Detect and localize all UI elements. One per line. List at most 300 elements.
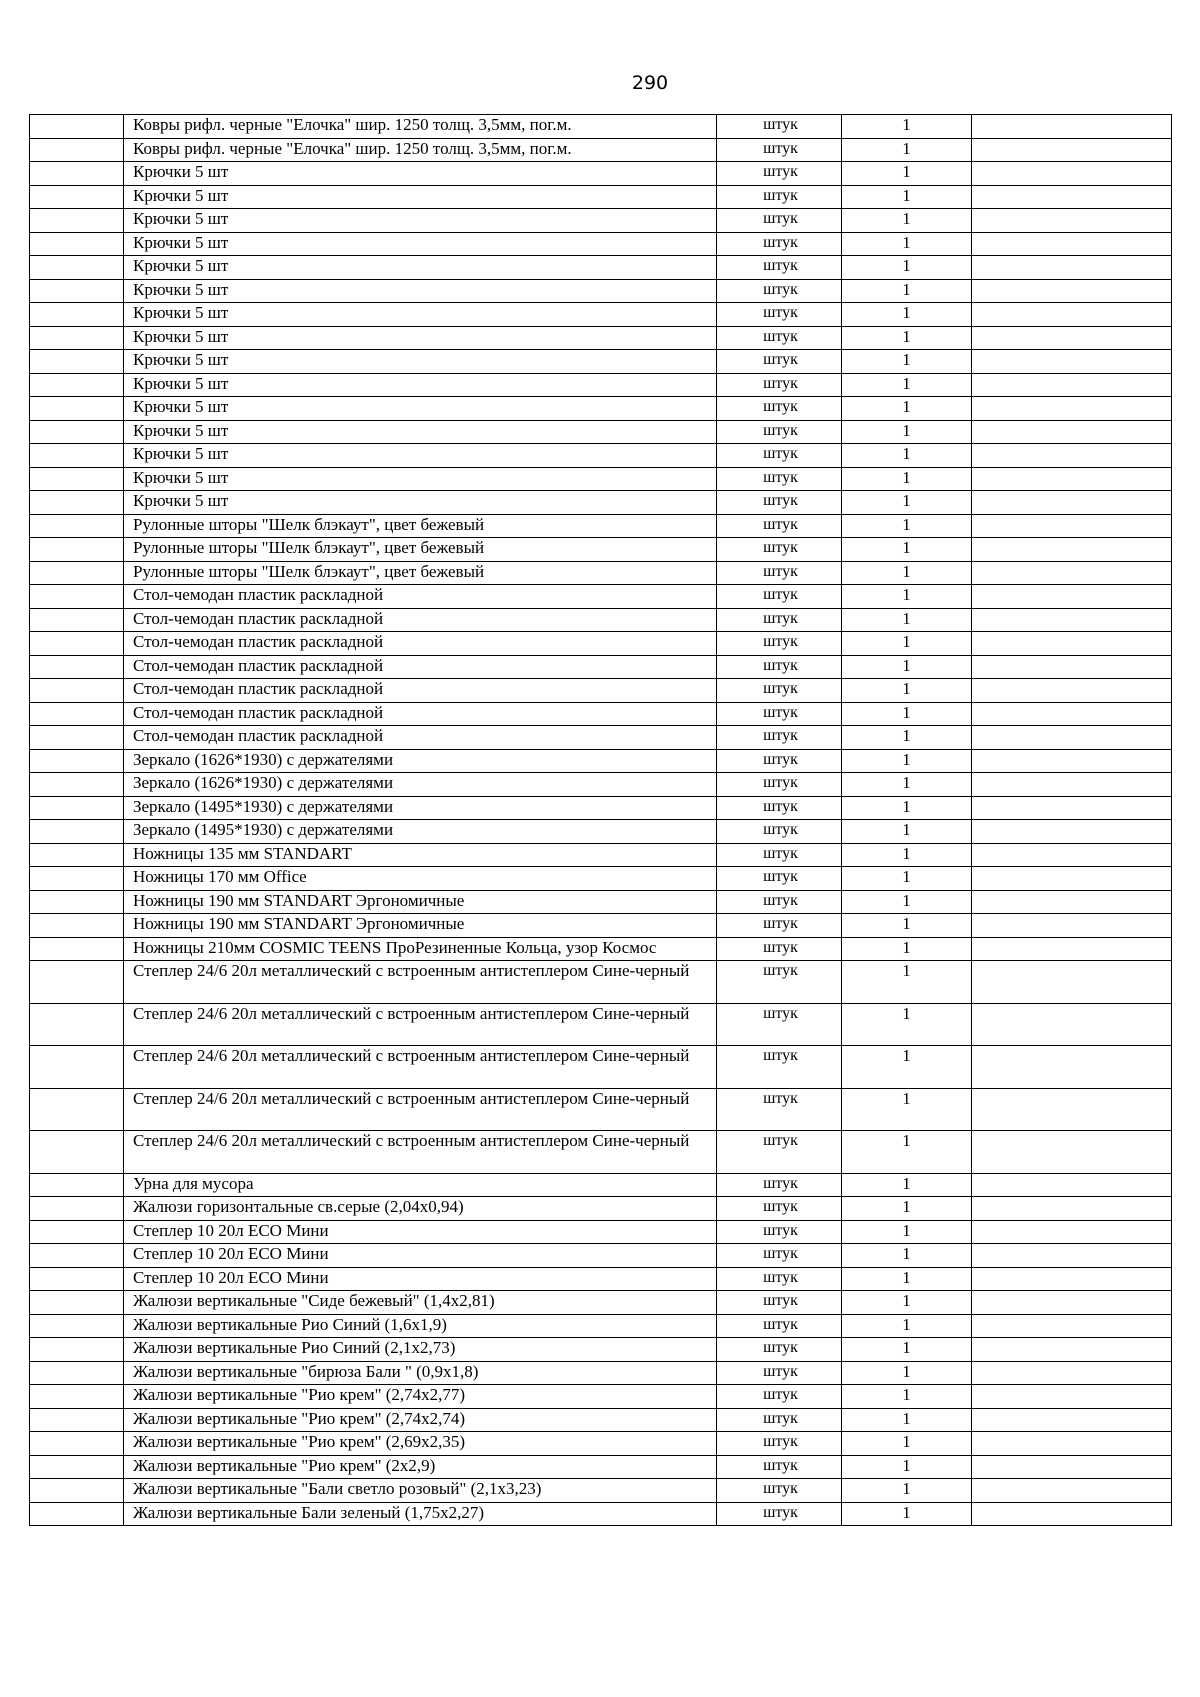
table-row [30,1220,1172,1244]
unit-cell: штук [717,1244,842,1268]
note-cell [972,1131,1172,1174]
table-row [30,1455,1172,1479]
unit-cell: штук [717,608,842,632]
unit-cell: штук [717,467,842,491]
quantity-cell: 1 [842,773,972,797]
note-cell [972,491,1172,515]
note-cell [972,185,1172,209]
item-name-cell: Степлер 24/6 20л металлический с встроенным антистеплером Сине-черный [124,1046,717,1089]
table-row [30,585,1172,609]
row-number-cell [30,726,124,750]
table-row [30,279,1172,303]
row-number-cell [30,1003,124,1046]
unit-cell: штук [717,890,842,914]
item-name-cell: Жалюзи вертикальные "Рио крем" (2,69х2,35) [124,1432,717,1456]
row-number-cell [30,820,124,844]
item-name-cell: Рулонные шторы "Шелк блэкаут", цвет бежевый [124,561,717,585]
table-row [30,467,1172,491]
unit-cell: штук [717,1220,842,1244]
unit-cell: штук [717,1197,842,1221]
table-row [30,655,1172,679]
item-name-cell: Степлер 24/6 20л металлический с встроенным антистеплером Сине-черный [124,1088,717,1131]
quantity-cell: 1 [842,726,972,750]
item-name-cell: Крючки 5 шт [124,420,717,444]
note-cell [972,749,1172,773]
note-cell [972,1046,1172,1089]
unit-cell: штук [717,749,842,773]
unit-cell: штук [717,326,842,350]
note-cell [972,1314,1172,1338]
quantity-cell: 1 [842,1003,972,1046]
unit-cell: штук [717,702,842,726]
note-cell [972,1338,1172,1362]
unit-cell: штук [717,1479,842,1503]
table-row [30,232,1172,256]
item-name-cell: Жалюзи вертикальные Бали зеленый (1,75х2,27) [124,1502,717,1526]
item-name-cell: Ковры рифл. черные "Елочка" шир. 1250 толщ. 3,5мм, пог.м. [124,115,717,139]
row-number-cell [30,1244,124,1268]
quantity-cell: 1 [842,491,972,515]
table-row [30,303,1172,327]
note-cell [972,420,1172,444]
item-name-cell: Крючки 5 шт [124,303,717,327]
row-number-cell [30,162,124,186]
item-name-cell: Ножницы 170 мм Office [124,867,717,891]
unit-cell: штук [717,1385,842,1409]
table-row [30,1131,1172,1174]
unit-cell: штук [717,1046,842,1089]
note-cell [972,1385,1172,1409]
quantity-cell: 1 [842,162,972,186]
table-row [30,749,1172,773]
quantity-cell: 1 [842,514,972,538]
quantity-cell: 1 [842,397,972,421]
table-row [30,397,1172,421]
quantity-cell: 1 [842,444,972,468]
note-cell [972,538,1172,562]
note-cell [972,1408,1172,1432]
row-number-cell [30,655,124,679]
note-cell [972,1220,1172,1244]
quantity-cell: 1 [842,1314,972,1338]
row-number-cell [30,1267,124,1291]
quantity-cell: 1 [842,632,972,656]
item-name-cell: Рулонные шторы "Шелк блэкаут", цвет бежевый [124,514,717,538]
quantity-cell: 1 [842,1502,972,1526]
table-row [30,256,1172,280]
unit-cell: штук [717,726,842,750]
item-name-cell: Степлер 24/6 20л металлический с встроенным антистеплером Сине-черный [124,1131,717,1174]
note-cell [972,1267,1172,1291]
table-row [30,1338,1172,1362]
unit-cell: штук [717,843,842,867]
unit-cell: штук [717,209,842,233]
quantity-cell: 1 [842,608,972,632]
row-number-cell [30,867,124,891]
item-name-cell: Зеркало (1495*1930) с держателями [124,820,717,844]
note-cell [972,914,1172,938]
unit-cell: штук [717,491,842,515]
quantity-cell: 1 [842,185,972,209]
row-number-cell [30,561,124,585]
quantity-cell: 1 [842,961,972,1004]
inventory-table-body [30,115,1172,1526]
quantity-cell: 1 [842,1173,972,1197]
quantity-cell: 1 [842,1408,972,1432]
table-row [30,350,1172,374]
unit-cell: штук [717,679,842,703]
row-number-cell [30,256,124,280]
note-cell [972,444,1172,468]
quantity-cell: 1 [842,820,972,844]
unit-cell: штук [717,1361,842,1385]
item-name-cell: Жалюзи вертикальные "бирюза Бали " (0,9х1,8) [124,1361,717,1385]
quantity-cell: 1 [842,115,972,139]
item-name-cell: Рулонные шторы "Шелк блэкаут", цвет бежевый [124,538,717,562]
row-number-cell [30,608,124,632]
unit-cell: штук [717,1455,842,1479]
table-row [30,608,1172,632]
item-name-cell: Жалюзи горизонтальные св.серые (2,04х0,94) [124,1197,717,1221]
item-name-cell: Крючки 5 шт [124,279,717,303]
note-cell [972,655,1172,679]
unit-cell: штук [717,1088,842,1131]
note-cell [972,773,1172,797]
row-number-cell [30,1455,124,1479]
item-name-cell: Крючки 5 шт [124,232,717,256]
quantity-cell: 1 [842,232,972,256]
note-cell [972,467,1172,491]
unit-cell: штук [717,420,842,444]
table-row [30,1291,1172,1315]
note-cell [972,726,1172,750]
note-cell [972,138,1172,162]
row-number-cell [30,796,124,820]
unit-cell: штук [717,655,842,679]
row-number-cell [30,632,124,656]
table-row [30,444,1172,468]
unit-cell: штук [717,350,842,374]
note-cell [972,514,1172,538]
table-row [30,726,1172,750]
row-number-cell [30,1131,124,1174]
row-number-cell [30,1291,124,1315]
item-name-cell: Жалюзи вертикальные "Рио крем" (2,74х2,77) [124,1385,717,1409]
unit-cell: штук [717,1502,842,1526]
item-name-cell: Степлер 10 20л ECO Мини [124,1267,717,1291]
quantity-cell: 1 [842,373,972,397]
item-name-cell: Крючки 5 шт [124,350,717,374]
note-cell [972,843,1172,867]
item-name-cell: Ножницы 210мм COSMIC TEENS ПроРезиненные Кольца, узор Космос [124,937,717,961]
note-cell [972,1479,1172,1503]
quantity-cell: 1 [842,1220,972,1244]
note-cell [972,632,1172,656]
row-number-cell [30,585,124,609]
table-row [30,1088,1172,1131]
unit-cell: штук [717,1408,842,1432]
row-number-cell [30,538,124,562]
quantity-cell: 1 [842,655,972,679]
note-cell [972,1173,1172,1197]
item-name-cell: Степлер 24/6 20л металлический с встроенным антистеплером Сине-черный [124,1003,717,1046]
unit-cell: штук [717,1173,842,1197]
row-number-cell [30,279,124,303]
item-name-cell: Крючки 5 шт [124,491,717,515]
unit-cell: штук [717,585,842,609]
table-row [30,162,1172,186]
note-cell [972,326,1172,350]
note-cell [972,937,1172,961]
quantity-cell: 1 [842,843,972,867]
unit-cell: штук [717,256,842,280]
unit-cell: штук [717,538,842,562]
quantity-cell: 1 [842,1479,972,1503]
unit-cell: штук [717,914,842,938]
unit-cell: штук [717,1003,842,1046]
quantity-cell: 1 [842,1131,972,1174]
quantity-cell: 1 [842,350,972,374]
table-row [30,209,1172,233]
item-name-cell: Жалюзи вертикальные "Сиде бежевый" (1,4х2,81) [124,1291,717,1315]
table-row [30,961,1172,1004]
note-cell [972,1502,1172,1526]
unit-cell: штук [717,185,842,209]
row-number-cell [30,1408,124,1432]
table-row [30,1432,1172,1456]
table-row [30,1003,1172,1046]
note-cell [972,820,1172,844]
table-row [30,1361,1172,1385]
item-name-cell: Крючки 5 шт [124,326,717,350]
row-number-cell [30,1173,124,1197]
unit-cell: штук [717,561,842,585]
note-cell [972,1088,1172,1131]
row-number-cell [30,679,124,703]
quantity-cell: 1 [842,467,972,491]
item-name-cell: Жалюзи вертикальные "Бали светло розовый" (2,1х3,23) [124,1479,717,1503]
table-row [30,420,1172,444]
unit-cell: штук [717,867,842,891]
unit-cell: штук [717,1432,842,1456]
item-name-cell: Стол-чемодан пластик раскладной [124,608,717,632]
table-row [30,632,1172,656]
row-number-cell [30,444,124,468]
note-cell [972,1003,1172,1046]
note-cell [972,608,1172,632]
item-name-cell: Стол-чемодан пластик раскладной [124,655,717,679]
table-row [30,1173,1172,1197]
quantity-cell: 1 [842,1046,972,1089]
note-cell [972,279,1172,303]
quantity-cell: 1 [842,1197,972,1221]
note-cell [972,373,1172,397]
table-row [30,1385,1172,1409]
row-number-cell [30,749,124,773]
unit-cell: штук [717,138,842,162]
table-row [30,796,1172,820]
unit-cell: штук [717,303,842,327]
unit-cell: штук [717,397,842,421]
note-cell [972,1244,1172,1268]
table-row [30,867,1172,891]
item-name-cell: Крючки 5 шт [124,467,717,491]
inventory-table [29,114,1172,1526]
item-name-cell: Стол-чемодан пластик раскладной [124,679,717,703]
table-row [30,702,1172,726]
unit-cell: штук [717,773,842,797]
row-number-cell [30,1088,124,1131]
quantity-cell: 1 [842,138,972,162]
table-row [30,373,1172,397]
item-name-cell: Степлер 24/6 20л металлический с встроенным антистеплером Сине-черный [124,961,717,1004]
note-cell [972,256,1172,280]
unit-cell: штук [717,232,842,256]
row-number-cell [30,937,124,961]
item-name-cell: Жалюзи вертикальные Рио Синий (2,1х2,73) [124,1338,717,1362]
quantity-cell: 1 [842,1088,972,1131]
quantity-cell: 1 [842,1432,972,1456]
item-name-cell: Крючки 5 шт [124,209,717,233]
row-number-cell [30,773,124,797]
item-name-cell: Стол-чемодан пластик раскладной [124,632,717,656]
unit-cell: штук [717,373,842,397]
item-name-cell: Зеркало (1495*1930) с держателями [124,796,717,820]
item-name-cell: Ножницы 135 мм STANDART [124,843,717,867]
item-name-cell: Крючки 5 шт [124,162,717,186]
row-number-cell [30,1220,124,1244]
unit-cell: штук [717,1338,842,1362]
row-number-cell [30,209,124,233]
item-name-cell: Урна для мусора [124,1173,717,1197]
note-cell [972,162,1172,186]
row-number-cell [30,467,124,491]
quantity-cell: 1 [842,209,972,233]
row-number-cell [30,303,124,327]
quantity-cell: 1 [842,867,972,891]
item-name-cell: Зеркало (1626*1930) с держателями [124,773,717,797]
item-name-cell: Степлер 10 20л ECO Мини [124,1244,717,1268]
table-row [30,115,1172,139]
item-name-cell: Ножницы 190 мм STANDART Эргономичные [124,890,717,914]
row-number-cell [30,491,124,515]
quantity-cell: 1 [842,326,972,350]
unit-cell: штук [717,632,842,656]
unit-cell: штук [717,1314,842,1338]
quantity-cell: 1 [842,1291,972,1315]
quantity-cell: 1 [842,679,972,703]
quantity-cell: 1 [842,702,972,726]
note-cell [972,561,1172,585]
note-cell [972,209,1172,233]
unit-cell: штук [717,1291,842,1315]
note-cell [972,397,1172,421]
note-cell [972,1361,1172,1385]
item-name-cell: Крючки 5 шт [124,397,717,421]
quantity-cell: 1 [842,561,972,585]
item-name-cell: Стол-чемодан пластик раскладной [124,585,717,609]
note-cell [972,1197,1172,1221]
row-number-cell [30,373,124,397]
quantity-cell: 1 [842,1385,972,1409]
table-row [30,914,1172,938]
row-number-cell [30,1314,124,1338]
note-cell [972,961,1172,1004]
table-row [30,1046,1172,1089]
row-number-cell [30,843,124,867]
row-number-cell [30,1479,124,1503]
note-cell [972,1432,1172,1456]
unit-cell: штук [717,796,842,820]
unit-cell: штук [717,1267,842,1291]
note-cell [972,867,1172,891]
table-row [30,185,1172,209]
note-cell [972,702,1172,726]
item-name-cell: Ковры рифл. черные "Елочка" шир. 1250 толщ. 3,5мм, пог.м. [124,138,717,162]
quantity-cell: 1 [842,749,972,773]
item-name-cell: Стол-чемодан пластик раскладной [124,726,717,750]
row-number-cell [30,514,124,538]
table-row [30,1244,1172,1268]
note-cell [972,1291,1172,1315]
row-number-cell [30,890,124,914]
row-number-cell [30,138,124,162]
item-name-cell: Крючки 5 шт [124,373,717,397]
row-number-cell [30,350,124,374]
row-number-cell [30,1385,124,1409]
note-cell [972,350,1172,374]
item-name-cell: Крючки 5 шт [124,444,717,468]
unit-cell: штук [717,514,842,538]
row-number-cell [30,232,124,256]
table-row [30,138,1172,162]
item-name-cell: Зеркало (1626*1930) с держателями [124,749,717,773]
row-number-cell [30,1361,124,1385]
table-row [30,820,1172,844]
row-number-cell [30,326,124,350]
note-cell [972,303,1172,327]
quantity-cell: 1 [842,1244,972,1268]
row-number-cell [30,1338,124,1362]
row-number-cell [30,1502,124,1526]
item-name-cell: Стол-чемодан пластик раскладной [124,702,717,726]
unit-cell: штук [717,115,842,139]
quantity-cell: 1 [842,937,972,961]
table-row [30,326,1172,350]
page-number: 290 [631,72,669,94]
item-name-cell: Жалюзи вертикальные Рио Синий (1,6х1,9) [124,1314,717,1338]
table-row [30,843,1172,867]
quantity-cell: 1 [842,279,972,303]
note-cell [972,585,1172,609]
item-name-cell: Степлер 10 20л ECO Мини [124,1220,717,1244]
row-number-cell [30,702,124,726]
unit-cell: штук [717,961,842,1004]
table-row [30,773,1172,797]
table-row [30,1408,1172,1432]
note-cell [972,1455,1172,1479]
unit-cell: штук [717,937,842,961]
table-row [30,937,1172,961]
quantity-cell: 1 [842,585,972,609]
note-cell [972,796,1172,820]
quantity-cell: 1 [842,303,972,327]
unit-cell: штук [717,162,842,186]
quantity-cell: 1 [842,1455,972,1479]
item-name-cell: Жалюзи вертикальные "Рио крем" (2,74х2,74) [124,1408,717,1432]
table-row [30,491,1172,515]
note-cell [972,890,1172,914]
